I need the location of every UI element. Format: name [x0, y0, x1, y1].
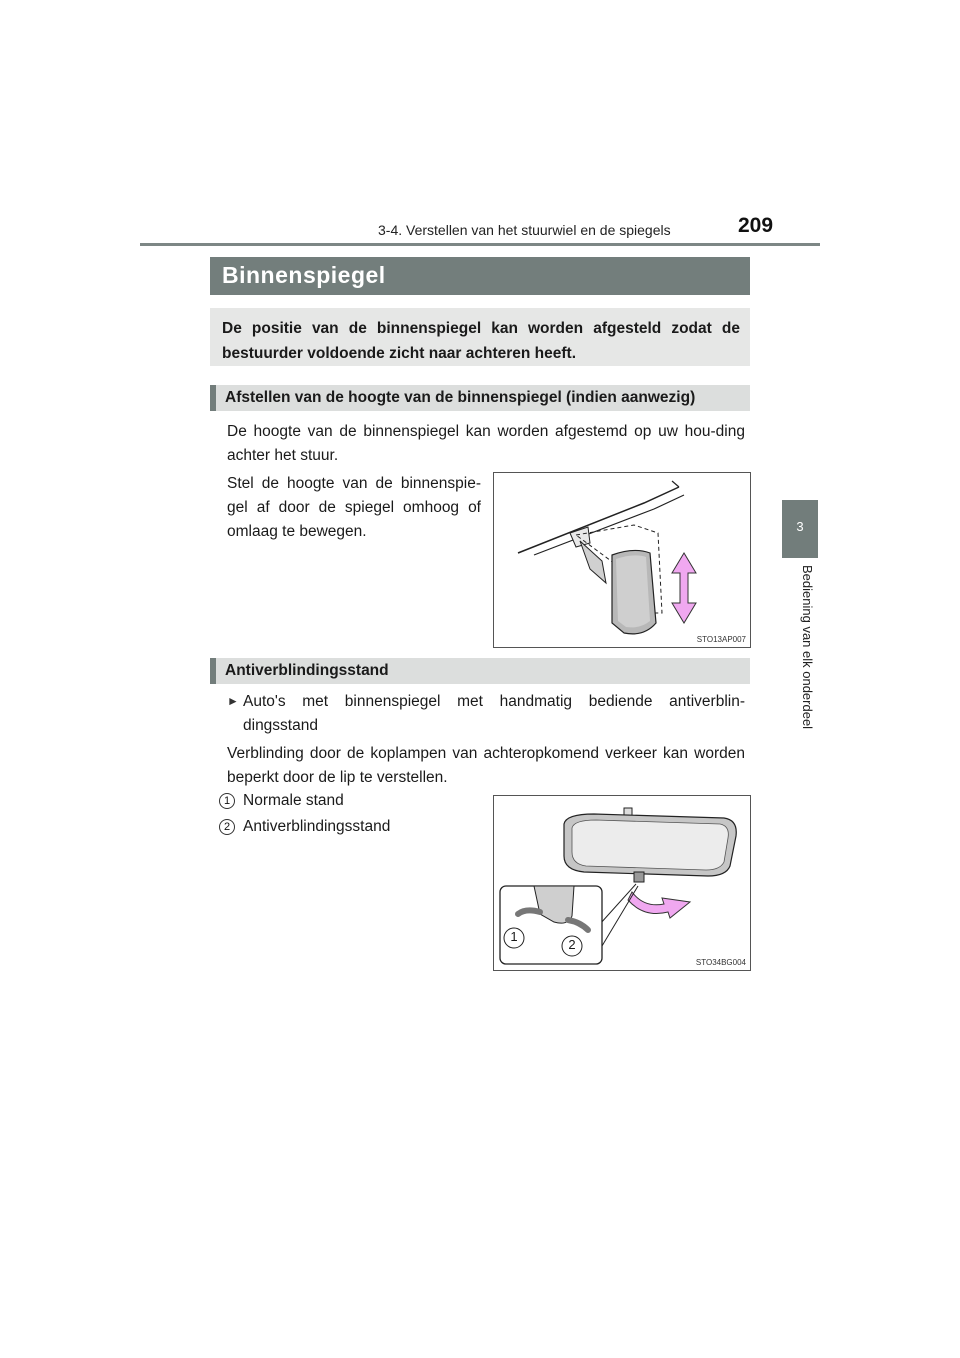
height-adjust-instruction: Stel de hoogte van de binnenspie-gel af door de spiegel omhoog of omlaag te bewegen. — [227, 475, 481, 540]
item-antiglare-position: Antiverblindingsstand — [243, 818, 391, 835]
item-number-1: 1 — [219, 793, 235, 809]
item-number-2: 2 — [219, 819, 235, 835]
page-number: 209 — [738, 214, 774, 237]
antiglare-paragraph: Verblinding door de koplampen van achteropkomend verkeer kan worden beperkt door de lip te verstellen. — [227, 745, 745, 786]
figure-label-2: 2 — [568, 937, 576, 952]
subheading-accent — [210, 385, 216, 411]
figure-code: STO13AP007 — [696, 635, 746, 644]
figure-mirror-antiglare — [493, 795, 751, 971]
bullet-arrow-icon: ► — [227, 694, 239, 708]
mirror-antiglare-illustration — [494, 796, 750, 970]
subheading-accent — [210, 658, 216, 684]
antiglare-bullet: Auto's met binnenspiegel met handmatig bediende antiverblin-dingsstand — [243, 693, 745, 734]
header-section-title: 3-4. Verstellen van het stuurwiel en de spiegels — [378, 222, 671, 238]
figure-label-1: 1 — [510, 929, 518, 944]
figure-code: STO34BG004 — [695, 958, 746, 967]
figure-mirror-height — [493, 472, 751, 648]
mirror-height-illustration — [494, 473, 750, 647]
header-divider — [140, 243, 820, 246]
subheading-height-adjust: Afstellen van de hoogte van de binnenspiegel (indien aanwezig) — [225, 389, 696, 406]
chapter-label: Bediening van elk onderdeel — [800, 565, 815, 730]
item-normal-position: Normale stand — [243, 792, 344, 809]
intro-text: De positie van de binnenspiegel kan worden afgesteld zodat de bestuurder voldoende zicht naar achteren heeft. — [222, 320, 740, 362]
height-adjust-paragraph: De hoogte van de binnenspiegel kan worden afgestemd op uw hou-ding achter het stuur. — [227, 423, 745, 464]
subheading-antiglare: Antiverblindingsstand — [225, 662, 389, 679]
chapter-number: 3 — [796, 519, 804, 534]
section-title: Binnenspiegel — [222, 262, 386, 288]
